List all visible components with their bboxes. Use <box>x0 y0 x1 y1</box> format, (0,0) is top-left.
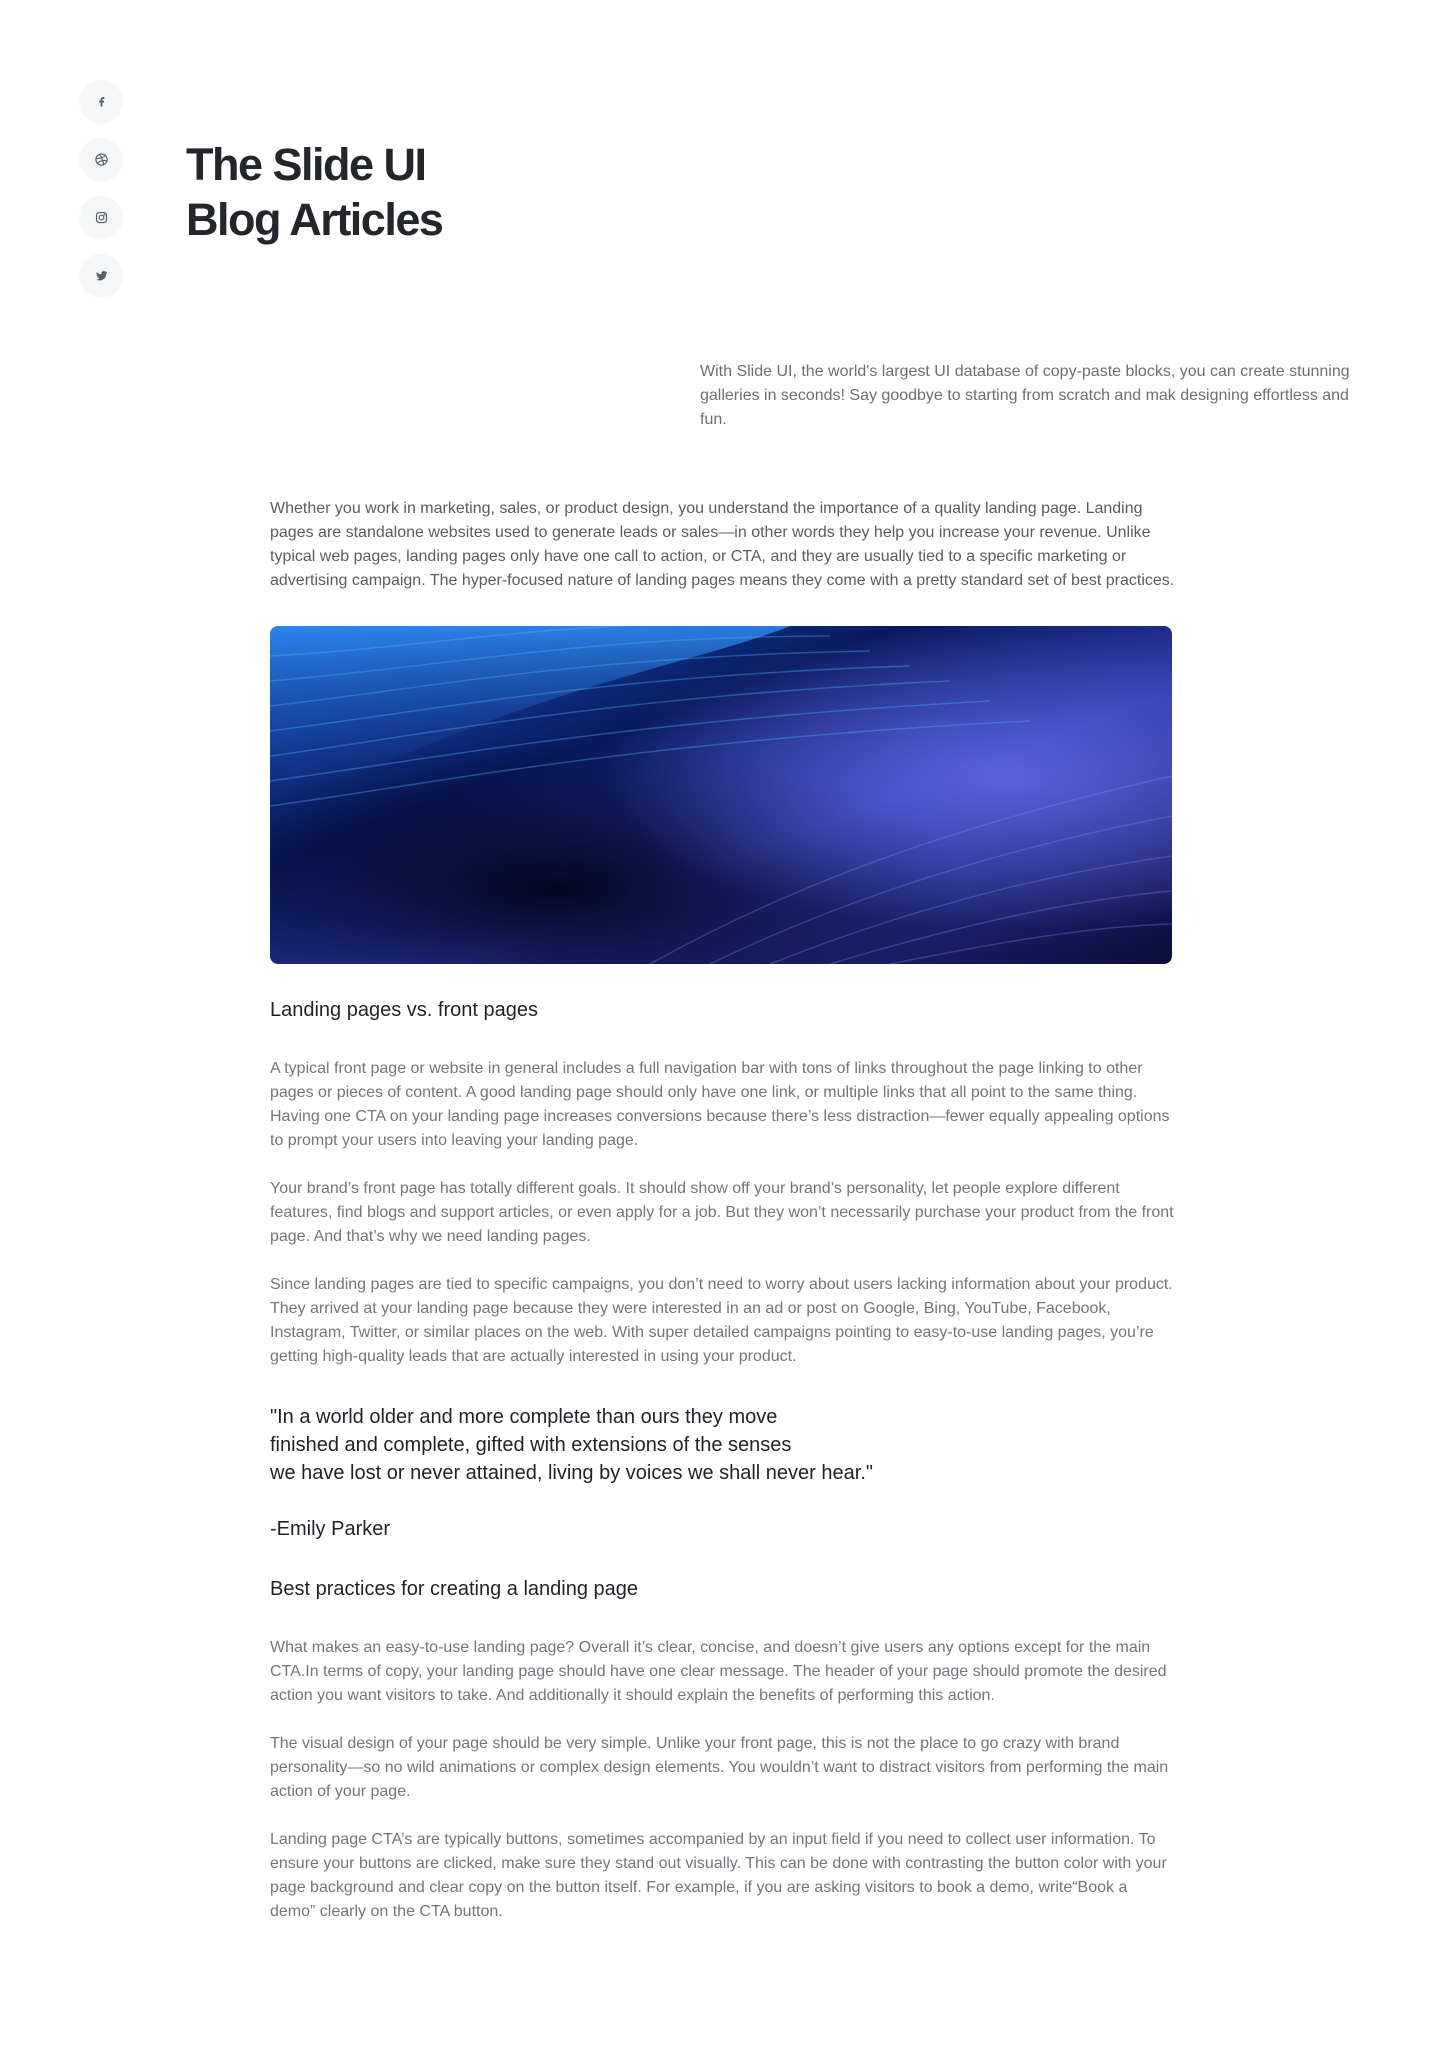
social-instagram-button[interactable] <box>80 196 122 238</box>
twitter-icon <box>94 268 109 283</box>
section2-paragraph-1: What makes an easy-to-use landing page? Overall it’s clear, concise, and doesn’t give users any options except for the main CTA.In terms of copy, your landing page should have one clear message. The header of your page should promote the desired action you want visitors to take. And additionally it should explain the benefits of performing this action. <box>270 1639 1167 1704</box>
article-body <box>270 497 1175 1924</box>
quote-author: -Emily Parker <box>270 1518 391 1540</box>
section1-paragraph-3: Since landing pages are tied to specific campaigns, you don’t need to worry about users lacking information about your product. They arrived at your landing page because they were interested in an ad or post on Google, Bing, YouTube, Facebook, Instagram, Twitter, or similar places on the web. With super detailed campaigns pointing to easy-to-use landing pages, you’re getting high-quality leads that are actually interested in using your product. <box>270 1276 1173 1365</box>
intro-text: With Slide UI, the world's largest UI database of copy-paste blocks, you can create stunning galleries in seconds! Say goodbye to starting from scratch and mak designing effortless and fun. <box>700 363 1350 428</box>
article-lead: Whether you work in marketing, sales, or product design, you understand the importance of a quality landing page. Landing pages are standalone websites used to generate leads or sales—in other words they help you increase your revenue. Unlike typical web pages, landing pages only have one call to action, or CTA, and they are usually tied to a specific marketing or advertising campaign. The hyper-focused nature of landing pages means they come with a pretty standard set of best practices. <box>270 500 1175 589</box>
page-title <box>186 137 442 247</box>
section-heading-landing-vs-front: Landing pages vs. front pages <box>270 999 538 1021</box>
dribbble-icon <box>94 152 109 167</box>
quote-line-3: we have lost or never attained, living by voices we shall never hear." <box>270 1462 873 1484</box>
instagram-icon <box>94 210 109 225</box>
section1-paragraph-2: Your brand’s front page has totally different goals. It should show off your brand’s personality, let people explore different features, find blogs and support articles, or even apply for a job. But they won’t necessarily purchase your product from the front page. And that’s why we need landing pages. <box>270 1180 1174 1245</box>
social-dribbble-button[interactable] <box>80 138 122 180</box>
section-heading-best-practices: Best practices for creating a landing page <box>270 1578 638 1600</box>
facebook-icon <box>94 94 109 109</box>
page-title-line-1: The Slide UI <box>186 139 426 190</box>
quote-line-1: "In a world older and more complete than ours they move <box>270 1406 778 1428</box>
section2-paragraph-2: The visual design of your page should be very simple. Unlike your front page, this is not the place to go crazy with brand personality—so no wild animations or complex design elements. You wouldn’t want to distract visitors from performing the main action of your page. <box>270 1735 1169 1800</box>
social-sidebar <box>80 80 122 312</box>
quote-line-2: finished and complete, gifted with extensions of the senses <box>270 1434 792 1456</box>
page-title-line-2: Blog Articles <box>186 194 443 245</box>
section2-paragraph-3: Landing page CTA’s are typically buttons, sometimes accompanied by an input field if you need to collect user information. To ensure your buttons are clicked, make sure they stand out visually. This can be done with contrasting the button color with your page background and clear copy on the button itself. For example, if you are asking visitors to book a demo, write“Book a demo” clearly on the CTA button. <box>270 1831 1167 1920</box>
social-facebook-button[interactable] <box>80 80 122 122</box>
hero-image <box>270 626 1172 964</box>
section1-paragraph-1: A typical front page or website in general includes a full navigation bar with tons of links throughout the page linking to other pages or pieces of content. A good landing page should only have one link, or multiple links that all point to the same thing. Having one CTA on your landing page increases conversions because there’s less distraction—fewer equally appealing options to prompt your users into leaving your landing page. <box>270 1060 1170 1149</box>
pull-quote <box>270 1403 1175 1487</box>
social-twitter-button[interactable] <box>80 254 122 296</box>
